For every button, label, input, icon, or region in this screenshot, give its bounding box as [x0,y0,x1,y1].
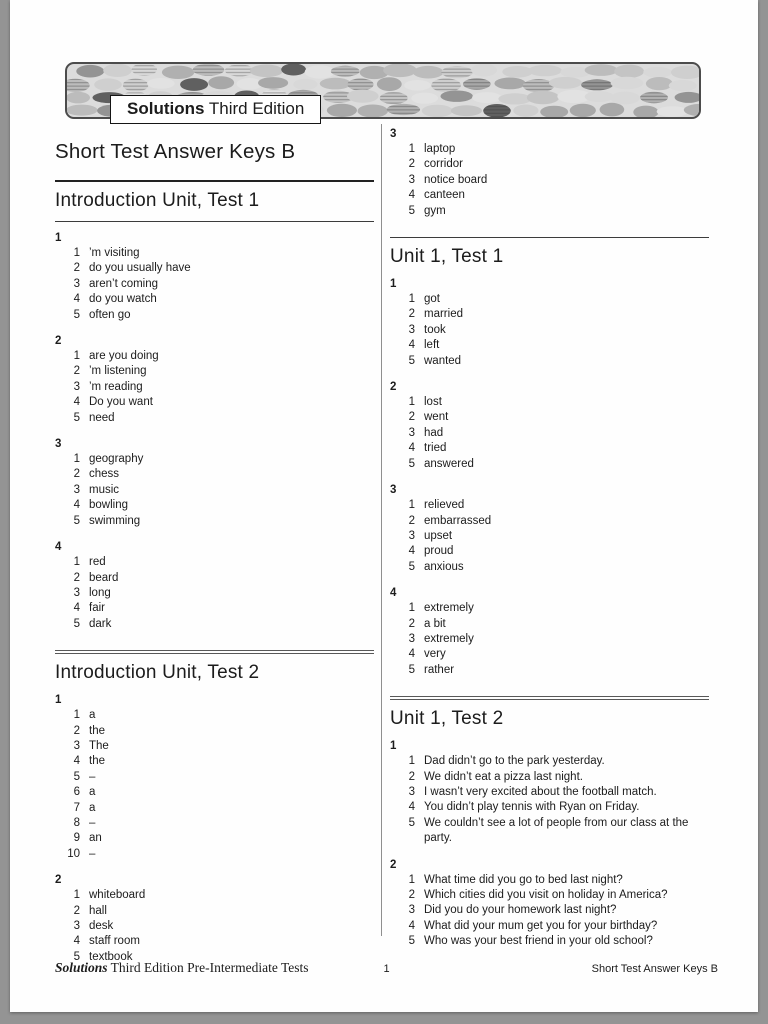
answer-row [390,292,709,307]
answer-row [390,457,709,472]
answer-row [55,452,374,467]
answer-number: 3 [408,529,415,542]
answer-text: lost [424,396,442,409]
answer-text: textbook [89,950,133,963]
section-heading: Introduction Unit, Test 1 [55,190,260,211]
answer-text: I wasn’t very excited about the football match. [424,785,657,798]
answer-row [55,888,374,903]
answer-row [55,754,374,769]
answer-row [55,261,374,276]
answer-row [55,904,374,919]
answer-number: 4 [408,648,415,661]
answer-number: 4 [73,293,80,306]
answer-row [390,873,709,888]
answer-row [55,739,374,754]
answer-text: a bit [424,617,446,630]
answer-row [55,847,374,862]
answer-text: do you watch [89,293,157,306]
answer-row [390,632,709,647]
answer-text: whiteboard [89,889,146,902]
answer-number: 4 [408,801,415,814]
answer-row [390,770,709,785]
answer-text: a [89,801,96,814]
answer-row [390,338,709,353]
answer-number: 4 [73,396,80,409]
answer-number: 5 [73,308,80,321]
answer-number: 5 [73,411,80,424]
answer-text: extremely [424,602,474,615]
answer-number: 2 [408,308,415,321]
answer-text: had [424,426,444,439]
answer-number: 5 [73,770,80,783]
answer-number: 5 [73,950,80,963]
answer-number: 5 [408,457,415,470]
answer-number: 1 [408,143,415,155]
column-right [390,118,709,950]
answer-number: 1 [408,396,415,409]
answer-number: 2 [73,571,80,584]
answer-number: 3 [73,739,80,752]
answer-number: 10 [67,847,80,860]
exercise-number: 3 [390,128,397,140]
answer-number: 2 [408,514,415,527]
answer-row [390,888,709,903]
answer-row [55,586,374,601]
answer-row [55,919,374,934]
section-heading: Introduction Unit, Test 2 [55,662,260,684]
answer-row [55,467,374,482]
answer-text: embarrassed [424,514,492,527]
answer-number: 3 [408,904,415,917]
answer-number: 4 [73,499,80,512]
exercise-number: 3 [55,438,62,451]
answer-row [390,919,709,934]
exercise-block [390,123,709,219]
answer-text: laptop [424,143,456,155]
answer-text: left [424,339,440,352]
column-divider [381,124,382,936]
answer-number: 1 [408,602,415,615]
answer-row [390,617,709,632]
section-heading: Unit 1, Test 2 [390,708,504,730]
answer-row [390,188,709,203]
exercise-block [390,376,709,472]
answer-row [55,483,374,498]
answer-row [390,204,709,219]
answer-text: proud [424,545,454,558]
answer-text: upset [424,529,453,542]
answer-row [390,354,709,369]
answer-text: took [424,323,446,336]
answer-row [55,277,374,292]
answer-text: a [89,786,96,799]
footer-brand: Solutions [55,960,108,975]
answer-row [390,395,709,410]
answer-text: rather [424,663,455,676]
answer-number: 1 [408,499,415,512]
answer-text: We couldn’t see a lot of people from our class at the party. [424,816,689,845]
answer-text: the [89,755,105,768]
answer-row [390,441,709,456]
exercise-block [55,227,374,323]
answer-text: geography [89,453,144,466]
answer-text: gym [424,204,446,217]
answer-row [55,292,374,307]
answer-text: an [89,832,102,845]
answer-number: 5 [408,663,415,676]
answer-row [390,816,709,847]
exercise-block [55,869,374,965]
answer-row [390,529,709,544]
answer-text: – [89,770,96,783]
answer-row [390,410,709,425]
answer-text: aren’t coming [89,277,159,290]
answer-row [55,514,374,529]
answer-row [390,785,709,800]
answer-number: 3 [408,426,415,439]
answer-number: 1 [408,293,415,306]
answer-text: beard [89,571,119,584]
document-page [10,0,758,1012]
exercise-block [390,479,709,575]
answer-number: 3 [73,277,80,290]
answer-number: 2 [408,158,415,171]
answer-text: We didn’t eat a pizza last night. [424,770,583,783]
answer-row [390,754,709,769]
answer-text: long [89,586,111,599]
answer-text: wanted [424,354,462,367]
answer-row [390,601,709,616]
answer-row [390,323,709,338]
answer-row [55,708,374,723]
brand-edition: Third Edition [208,99,305,118]
answer-number: 2 [408,617,415,630]
answer-row [390,498,709,513]
answer-row [55,785,374,800]
answer-text: Who was your best friend in your old school? [424,935,653,948]
answer-row [390,903,709,918]
answer-number: 5 [73,514,80,527]
answer-row [390,663,709,678]
answer-row [55,724,374,739]
answer-row [55,770,374,785]
section-rule [55,650,374,654]
answer-number: 3 [408,323,415,336]
exercise-block [55,689,374,862]
exercise-number: 2 [55,335,62,348]
answer-row [390,426,709,441]
answer-number: 9 [73,832,80,845]
footer [55,960,718,976]
answer-number: 4 [73,935,80,948]
footer-page-number: 1 [383,963,390,975]
answer-number: 1 [73,247,80,259]
section-heading: Unit 1, Test 1 [390,246,504,268]
brand-name: Solutions [127,99,205,118]
answer-text: notice board [424,173,488,186]
brand-label [110,95,321,124]
answer-number: 4 [408,442,415,455]
answer-number: 4 [73,755,80,768]
answer-text: staff room [89,935,140,948]
answer-row [55,498,374,513]
answer-text: corridor [424,158,463,171]
footer-doc-title: Short Test Answer Keys B [591,963,718,975]
answer-number: 2 [408,411,415,424]
answer-row [55,411,374,426]
answer-text: a [89,709,96,722]
section-rule [390,237,709,238]
exercise-number: 4 [390,587,397,600]
answer-text: anxious [424,560,464,573]
answer-row [390,157,709,172]
answer-text: are you doing [89,350,159,363]
answer-row [55,934,374,949]
answer-number: 1 [408,873,415,886]
answer-number: 1 [73,350,80,363]
section-rule [390,696,709,700]
answer-text: – [89,816,96,829]
answer-text: desk [89,920,114,932]
exercise-block [55,330,374,426]
answer-row [55,801,374,816]
answer-number: 4 [408,339,415,352]
exercise-number: 1 [55,232,62,244]
answer-text: Dad didn’t go to the park yesterday. [424,755,605,768]
answer-text: ’m visiting [89,247,140,259]
answer-number: 2 [73,724,80,737]
answer-number: 5 [408,935,415,948]
answer-text: relieved [424,499,465,512]
answer-row [55,555,374,570]
answer-number: 2 [408,770,415,783]
exercise-number: 3 [390,484,397,497]
answer-number: 2 [73,365,80,378]
answer-row [55,349,374,364]
exercise-number: 2 [55,874,62,887]
answer-text: swimming [89,514,141,527]
answer-number: 4 [408,545,415,558]
answer-number: 2 [73,904,80,917]
answer-number: 1 [73,709,80,722]
exercise-block [390,854,709,950]
answer-number: 1 [73,556,80,569]
exercise-block [55,433,374,529]
answer-text: tried [424,442,447,455]
answer-number: 5 [408,204,415,217]
answer-number: 7 [73,801,80,814]
exercise-number: 2 [390,858,397,871]
answer-number: 4 [408,919,415,932]
answer-number: 5 [73,617,80,630]
answer-number: 4 [73,602,80,615]
answer-number: 3 [73,586,80,599]
footer-series-rest: Third Edition Pre-Intermediate Tests [107,960,309,975]
answer-row [55,364,374,379]
answer-text: extremely [424,632,474,645]
answer-row [55,395,374,410]
answer-number: 6 [73,786,80,799]
exercise-number: 1 [390,740,397,753]
answer-text: What did your mum get you for your birthday? [424,919,658,932]
answer-number: 3 [408,785,415,798]
answer-text: need [89,411,115,424]
answer-row [390,514,709,529]
answer-text: the [89,724,105,737]
answer-text: fair [89,602,105,615]
exercise-number: 2 [390,381,397,394]
answer-text: Do you want [89,396,153,409]
answer-row [390,800,709,815]
answer-text: chess [89,468,120,481]
answer-number: 2 [73,262,80,275]
answer-row [55,246,374,261]
answer-number: 3 [73,920,80,932]
answer-number: 8 [73,816,80,829]
answer-number: 3 [408,173,415,186]
answer-text: Did you do your homework last night? [424,904,617,917]
answer-text: Which cities did you visit on holiday in America? [424,889,668,901]
answer-text: went [424,411,449,424]
answer-text: canteen [424,189,465,202]
answer-row [390,647,709,662]
answer-row [390,173,709,188]
answer-row [390,142,709,157]
exercise-block [55,536,374,632]
answer-number: 2 [73,468,80,481]
answer-text: often go [89,308,131,321]
answer-number: 3 [73,380,80,393]
answer-text: bowling [89,499,128,512]
answer-text: What time did you go to bed last night? [424,873,623,886]
exercise-number: 4 [55,541,62,554]
answer-text: answered [424,457,474,470]
answer-number: 5 [408,354,415,367]
answer-text: hall [89,904,107,917]
answer-number: 1 [73,889,80,902]
answer-text: very [424,648,446,661]
answer-row [390,934,709,949]
answer-number: 5 [408,816,415,829]
answer-text: ’m listening [89,365,147,378]
footer-series-title [55,960,383,976]
answer-row [55,601,374,616]
answer-row [55,571,374,586]
exercise-block [390,735,709,846]
answer-text: got [424,293,440,306]
answer-number: 4 [408,189,415,202]
answer-row [390,307,709,322]
answer-row [55,308,374,323]
column-left [55,140,374,965]
answer-text: red [89,556,106,569]
answer-number: 1 [73,453,80,466]
answer-text: The [89,739,109,752]
exercise-block [390,582,709,678]
answer-row [55,816,374,831]
answer-text: music [89,483,120,496]
page-title: Short Test Answer Keys B [55,140,374,182]
exercise-block [390,273,709,369]
answer-row [55,617,374,632]
exercise-number: 1 [390,278,397,291]
answer-number: 5 [408,560,415,573]
answer-number: 1 [408,755,415,768]
answer-row [55,380,374,395]
answer-number: 3 [408,632,415,645]
answer-text: married [424,308,463,321]
answer-row [390,544,709,559]
answer-number: 3 [73,483,80,496]
answer-text: – [89,847,96,860]
answer-number: 2 [408,889,415,901]
answer-row [55,831,374,846]
answer-row [390,560,709,575]
section-rule [55,221,374,222]
exercise-number: 1 [55,694,62,707]
answer-text: dark [89,617,112,630]
answer-text: ’m reading [89,380,143,393]
answer-text: do you usually have [89,262,191,275]
answer-text: You didn’t play tennis with Ryan on Friday. [424,801,640,814]
